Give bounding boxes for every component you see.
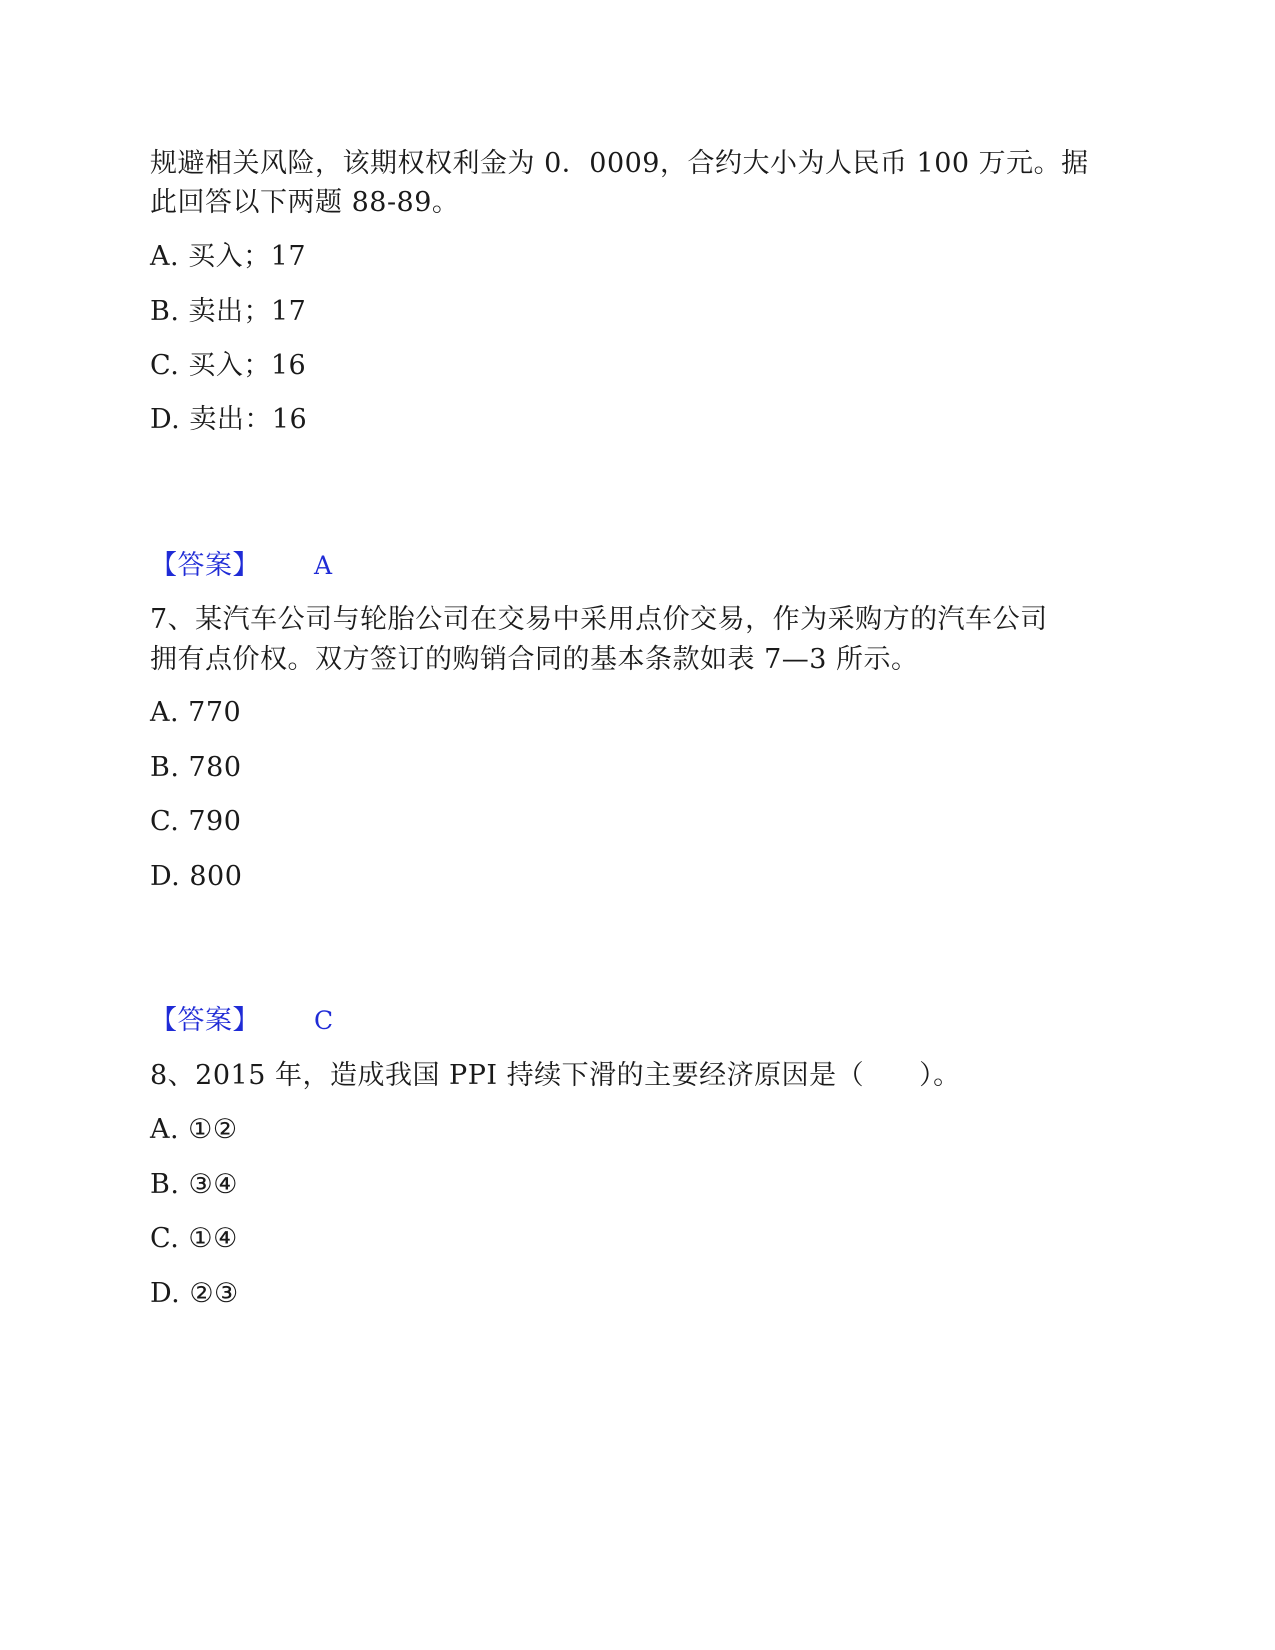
q8-option-b: B. ③④ [150,1169,238,1200]
q7-stem-line-1: 7、某汽车公司与轮胎公司在交易中采用点价交易，作为采购方的汽车公司 [150,604,1048,635]
q6-stem-line-1: 规避相关风险，该期权权利金为 0．0009，合约大小为人民币 100 万元。据 [150,148,1089,179]
q7-option-b: B. 780 [150,752,242,783]
q8-option-a: A. ①② [150,1114,238,1145]
q7-option-a: A. 770 [150,697,242,728]
q7-answer-label: 【答案】 [150,1005,260,1036]
q8-stem: 8、2015 年，造成我国 PPI 持续下滑的主要经济原因是（ ）。 [150,1060,961,1091]
q6-option-d: D. 卖出：16 [150,404,308,435]
q6-answer-label: 【答案】 [150,550,260,581]
q7-answer [150,1001,334,1041]
q7-option-c: C. 790 [150,806,242,837]
q8-option-c: C. ①④ [150,1223,238,1254]
q6-option-b: B. 卖出；17 [150,296,307,327]
q6-answer [150,546,333,586]
q7-answer-value: C [314,1006,334,1035]
q6-option-c: C. 买入；16 [150,350,307,381]
q6-option-a: A. 买入；17 [150,241,307,272]
q8-option-d: D. ②③ [150,1278,239,1309]
q6-stem-line-2: 此回答以下两题 88-89。 [150,187,460,218]
q7-option-d: D. 800 [150,861,243,892]
q7-stem-line-2: 拥有点价权。双方签订的购销合同的基本条款如表 7—3 所示。 [150,644,919,675]
q6-answer-value: A [314,551,333,580]
